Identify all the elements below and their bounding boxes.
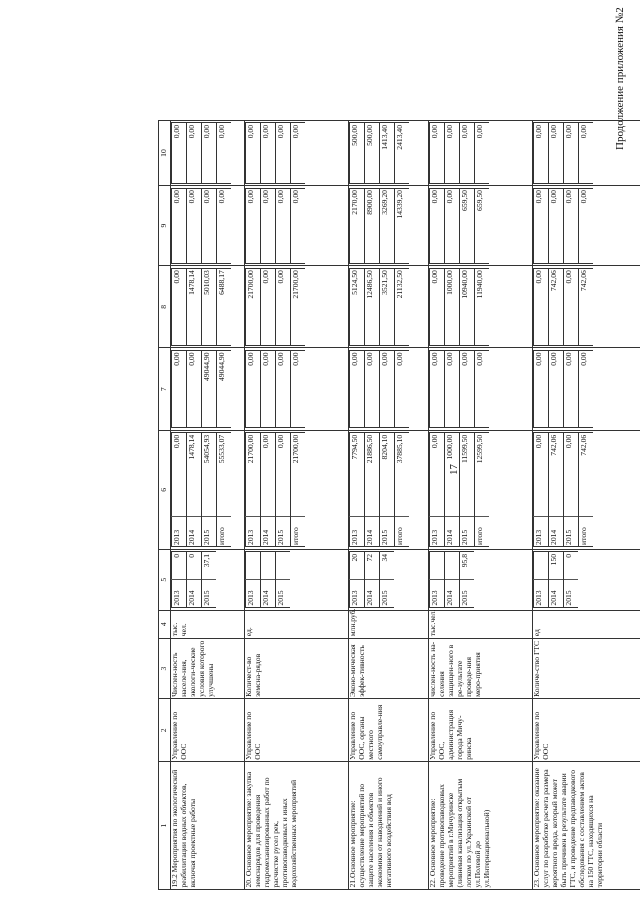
indicator-year: 2014 (365, 580, 380, 608)
funding-value: 0,00 (187, 351, 202, 428)
funding-year: итого (217, 517, 232, 547)
indicator-values (244, 549, 348, 610)
funding-year: итого (475, 517, 490, 547)
funding-value: 0,00 (534, 123, 549, 183)
funding-c10 (244, 121, 348, 186)
funding-c6 (532, 430, 640, 549)
funding-c9 (532, 186, 640, 266)
funding-value: 21700,00 (246, 433, 261, 517)
header-cell: 9 (159, 186, 171, 266)
unit: ед (532, 610, 640, 638)
funding-value: 0,00 (430, 268, 445, 345)
funding-c10 (348, 121, 428, 186)
funding-value: 0,00 (246, 188, 261, 263)
header-cell: 7 (159, 348, 171, 430)
funding-value: 0,00 (187, 188, 202, 263)
funding-value: 0,00 (291, 351, 306, 428)
funding-value: 0,00 (261, 268, 276, 345)
funding-value: 0,00 (579, 351, 594, 428)
funding-value: 21132,50 (395, 268, 410, 345)
funding-value: 0,00 (261, 433, 276, 517)
funding-value: 6488,17 (217, 268, 232, 345)
funding-value: 0,00 (202, 123, 217, 183)
funding-value: 0,00 (261, 123, 276, 183)
activity-name: 23. Основное мероприятие: оказание услуг по разработке расчета размера вероятного вреда, который может быть причинен в результате аварии ГТС, и проведение предпаводкового обследования с составлением актов на 150 ГТС, находящихся на территории области (532, 762, 640, 890)
funding-value: 49044,90 (202, 351, 217, 428)
executor: Управление по ООС (170, 699, 244, 762)
funding-value: 8900,00 (365, 188, 380, 263)
funding-c8 (244, 266, 348, 348)
indicator-values (348, 549, 428, 610)
funding-value: 0,00 (430, 123, 445, 183)
funding-value: 21700,00 (291, 433, 306, 517)
indicator-year: 2015 (276, 580, 291, 608)
funding-value: 0,00 (276, 188, 291, 263)
funding-c8 (348, 266, 428, 348)
funding-value: 0,00 (350, 351, 365, 428)
funding-c9 (348, 186, 428, 266)
funding-value: 55533,07 (217, 433, 232, 517)
indicator-year: 2013 (350, 580, 365, 608)
table-row (532, 121, 640, 890)
funding-value: 659,50 (475, 188, 490, 263)
executor: Управление по ООС (244, 699, 348, 762)
indicator-value (246, 552, 261, 580)
funding-year: 2013 (246, 517, 261, 547)
funding-year: 2014 (549, 517, 564, 547)
executor: Управление по ООС, органы местного самоуправле-ния (348, 699, 428, 762)
table-body (170, 121, 640, 890)
page-number: 17 (448, 464, 460, 475)
indicator-name: Количест-во земсна-рядов (244, 638, 348, 699)
funding-value: 0,00 (172, 433, 187, 517)
funding-value: 659,50 (460, 188, 475, 263)
indicator-value (430, 552, 445, 580)
indicator-value: 37,1 (202, 552, 217, 580)
indicator-value (445, 552, 460, 580)
funding-value: 0,00 (475, 123, 490, 183)
funding-value: 0,00 (445, 188, 460, 263)
funding-value: 1000,00 (445, 268, 460, 345)
funding-value: 742,06 (549, 433, 564, 517)
funding-value: 500,00 (350, 123, 365, 183)
funding-value: 0,00 (276, 351, 291, 428)
funding-value: 0,00 (261, 188, 276, 263)
indicator-year: 2015 (564, 580, 579, 608)
header-cell: 6 (159, 430, 171, 549)
funding-value: 0,00 (475, 351, 490, 428)
funding-value: 0,00 (172, 188, 187, 263)
funding-year: итого (579, 517, 594, 547)
funding-value: 0,00 (291, 188, 306, 263)
indicator-year: 2015 (460, 580, 475, 608)
indicator-year: 2013 (246, 580, 261, 608)
funding-year: итого (291, 517, 306, 547)
funding-value: 742,06 (549, 268, 564, 345)
funding-c6 (170, 430, 244, 549)
funding-value: 0,00 (534, 351, 549, 428)
indicator-year: 2014 (261, 580, 276, 608)
funding-value: 11599,50 (460, 433, 475, 517)
indicator-values (428, 549, 532, 610)
funding-c9 (428, 186, 532, 266)
funding-value: 0,00 (445, 351, 460, 428)
header-row (159, 121, 171, 890)
funding-value: 0,00 (380, 351, 395, 428)
funding-value: 0,00 (261, 351, 276, 428)
funding-year: 2013 (430, 517, 445, 547)
funding-value: 7794,50 (350, 433, 365, 517)
funding-value: 54054,93 (202, 433, 217, 517)
indicator-name: числен-ность на-селения защищен-ного в ре-зультате проведе-ния меро-приятия (428, 638, 532, 699)
header-cell: 8 (159, 266, 171, 348)
indicator-year: 2013 (172, 580, 187, 608)
header-cell: 2 (159, 699, 171, 762)
activity-name: 19.2 Мероприятия по экологической реабилитации водных объектов, включая проектные работы (170, 762, 244, 890)
funding-value: 14339,20 (395, 188, 410, 263)
funding-value: 3269,20 (380, 188, 395, 263)
funding-value: 1000,00 (445, 433, 460, 517)
indicator-year: 2015 (380, 580, 395, 608)
funding-year: 2015 (380, 517, 395, 547)
funding-value: 0,00 (564, 351, 579, 428)
table-row (428, 121, 532, 890)
indicator-value: 20 (350, 552, 365, 580)
table-row (170, 121, 244, 890)
funding-value: 0,00 (430, 188, 445, 263)
indicator-value: 34 (380, 552, 395, 580)
funding-year: итого (395, 517, 410, 547)
funding-value: 0,00 (564, 433, 579, 517)
header-cell: 1 (159, 762, 171, 890)
funding-value: 12486,50 (365, 268, 380, 345)
funding-value: 0,00 (534, 433, 549, 517)
funding-c7 (428, 348, 532, 430)
funding-value: 742,06 (579, 433, 594, 517)
header-cell: 10 (159, 121, 171, 186)
indicator-year: 2013 (430, 580, 445, 608)
funding-value: 21700,00 (291, 268, 306, 345)
funding-value: 0,00 (246, 123, 261, 183)
funding-value: 5010,03 (202, 268, 217, 345)
activity-name: 21.Основное мероприятие: осуществление мероприятий по защите населения и объектов экономики от наводнений и иного негативного воздействия вод (348, 762, 428, 890)
indicator-value: 150 (549, 552, 564, 580)
funding-year: 2014 (187, 517, 202, 547)
funding-c6 (348, 430, 428, 549)
executor: Управление по ООС, администрация города Мичу-ринска (428, 699, 532, 762)
funding-value: 0,00 (534, 188, 549, 263)
program-table (158, 120, 640, 890)
unit: тыс.чел. (428, 610, 532, 638)
continuation-label: Продолжение приложения №2 (614, 7, 626, 150)
funding-c6 (428, 430, 532, 549)
funding-value: 49044,90 (217, 351, 232, 428)
activity-name: 22. Основное мероприятие: проведение противопаводковых мероприятий в г.Мичуринске (ливневая канализация открытым лотком по ул.Украинской от ул.Полевой до ул.Интернациональной) (428, 762, 532, 890)
funding-value: 0,00 (202, 188, 217, 263)
header-cell: 3 (159, 638, 171, 699)
funding-value: 0,00 (579, 188, 594, 263)
indicator-name: Количе-ство ГТС (532, 638, 640, 699)
unit: тыс. чел. (170, 610, 244, 638)
funding-value: 0,00 (549, 351, 564, 428)
funding-value: 0,00 (564, 188, 579, 263)
funding-value: 0,00 (276, 433, 291, 517)
funding-value: 0,00 (246, 351, 261, 428)
funding-c10 (532, 121, 640, 186)
funding-value: 0,00 (291, 123, 306, 183)
indicator-value: 0 (172, 552, 187, 580)
funding-year: 2013 (350, 517, 365, 547)
funding-value: 1478,14 (187, 268, 202, 345)
funding-c8 (170, 266, 244, 348)
executor: Управление по ООС (532, 699, 640, 762)
funding-year: 2015 (564, 517, 579, 547)
indicator-value (261, 552, 276, 580)
funding-c7 (348, 348, 428, 430)
funding-value: 0,00 (564, 123, 579, 183)
funding-value: 0,00 (534, 268, 549, 345)
indicator-year: 2014 (549, 580, 564, 608)
indicator-value: 0 (187, 552, 202, 580)
funding-value: 0,00 (395, 351, 410, 428)
funding-c8 (532, 266, 640, 348)
indicator-value (276, 552, 291, 580)
funding-value: 0,00 (172, 268, 187, 345)
funding-value: 0,00 (430, 433, 445, 517)
funding-value: 2413,40 (395, 123, 410, 183)
indicator-year: 2013 (534, 580, 549, 608)
funding-value: 37885,10 (395, 433, 410, 517)
funding-value: 12599,50 (475, 433, 490, 517)
indicator-year: 2014 (445, 580, 460, 608)
funding-c7 (532, 348, 640, 430)
table-row (244, 121, 348, 890)
funding-value: 0,00 (217, 188, 232, 263)
funding-value: 8204,10 (380, 433, 395, 517)
funding-value: 2170,00 (350, 188, 365, 263)
indicator-year: 2014 (187, 580, 202, 608)
funding-value: 5124,50 (350, 268, 365, 345)
table-row (348, 121, 428, 890)
funding-year: 2014 (261, 517, 276, 547)
funding-year: 2013 (534, 517, 549, 547)
indicator-year: 2015 (202, 580, 217, 608)
funding-year: 2014 (445, 517, 460, 547)
funding-value: 0,00 (445, 123, 460, 183)
funding-value: 0,00 (460, 351, 475, 428)
funding-c7 (170, 348, 244, 430)
funding-value: 0,00 (579, 123, 594, 183)
funding-value: 0,00 (276, 123, 291, 183)
funding-year: 2014 (365, 517, 380, 547)
indicator-name: Эконо-мическая эффек-тивность (348, 638, 428, 699)
funding-value: 500,00 (365, 123, 380, 183)
funding-year: 2013 (172, 517, 187, 547)
funding-value: 0,00 (564, 268, 579, 345)
header-cell: 4 (159, 610, 171, 638)
funding-c7 (244, 348, 348, 430)
indicator-value: 95,8 (460, 552, 475, 580)
funding-value: 742,06 (579, 268, 594, 345)
funding-value: 0,00 (460, 123, 475, 183)
funding-year: 2015 (202, 517, 217, 547)
funding-value: 0,00 (365, 351, 380, 428)
funding-value: 1413,40 (380, 123, 395, 183)
unit: ед. (244, 610, 348, 638)
header-cell: 5 (159, 549, 171, 610)
unit: млн.руб. (348, 610, 428, 638)
funding-value: 1478,14 (187, 433, 202, 517)
funding-value: 0,00 (172, 123, 187, 183)
indicator-values (532, 549, 640, 610)
funding-value: 0,00 (276, 268, 291, 345)
activity-name: 20. Основное мероприятие: закупка земснарядов для проведения гидромеханизированных работ по расчистке русел рек, противопаводковых и иных водохозяйственных мероприятий (244, 762, 348, 890)
funding-value: 0,00 (549, 123, 564, 183)
funding-c8 (428, 266, 532, 348)
indicator-value (534, 552, 549, 580)
funding-year: 2015 (276, 517, 291, 547)
funding-c9 (170, 186, 244, 266)
funding-value: 3521,50 (380, 268, 395, 345)
funding-value: 0,00 (172, 351, 187, 428)
funding-value: 0,00 (217, 123, 232, 183)
indicator-value: 0 (564, 552, 579, 580)
indicator-values (170, 549, 244, 610)
funding-value: 21700,00 (246, 268, 261, 345)
funding-value: 11940,00 (475, 268, 490, 345)
funding-year: 2015 (460, 517, 475, 547)
funding-c6 (244, 430, 348, 549)
indicator-name: Числен-ность населе-ния, экологи-ческие условия которого улучшены (170, 638, 244, 699)
funding-c10 (428, 121, 532, 186)
funding-value: 21886,50 (365, 433, 380, 517)
funding-value: 0,00 (430, 351, 445, 428)
funding-c9 (244, 186, 348, 266)
funding-value: 0,00 (187, 123, 202, 183)
funding-value: 10940,00 (460, 268, 475, 345)
funding-c10 (170, 121, 244, 186)
funding-value: 0,00 (549, 188, 564, 263)
indicator-value: 72 (365, 552, 380, 580)
